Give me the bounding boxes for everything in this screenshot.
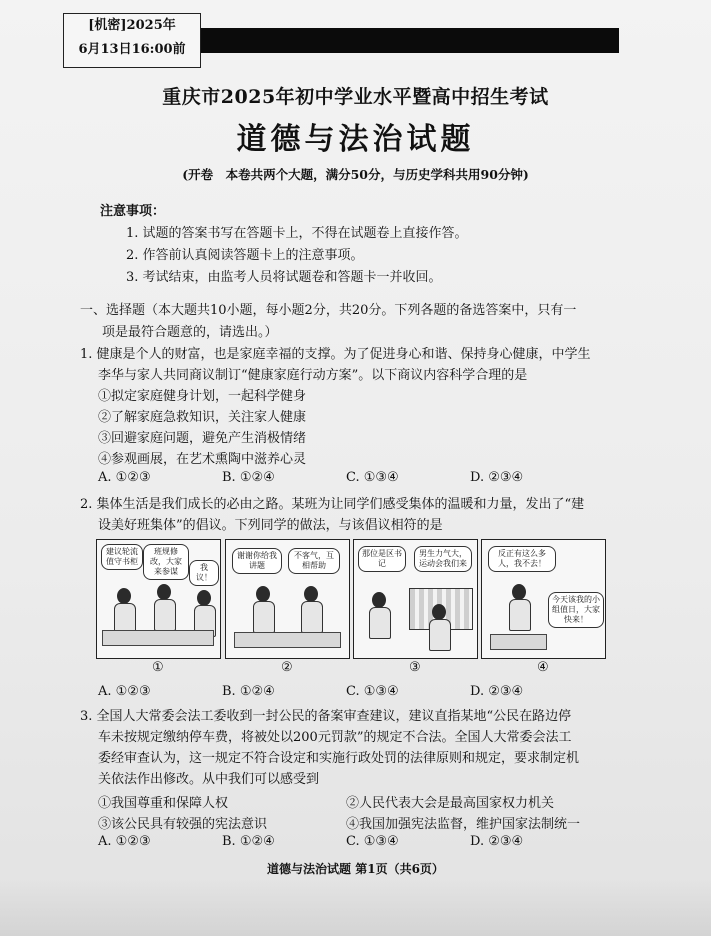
desk-icon — [102, 630, 214, 646]
q1-stem-2: 李华与家人共同商议制订“健康家庭行动方案”。以下商议内容科学合理的是 — [98, 368, 528, 383]
student-figure-icon — [304, 586, 318, 602]
page-footer: 道德与法治试题 第1页（共6页） — [267, 862, 444, 876]
q2-choice-d[interactable]: D. ②③④ — [470, 684, 524, 699]
desk-icon — [234, 632, 341, 648]
q2-choice-c[interactable]: C. ①③④ — [346, 684, 399, 699]
comic-row — [96, 539, 608, 657]
student-figure-icon — [429, 619, 451, 651]
panel2-bubble-1: 谢谢你给我讲题 — [232, 548, 282, 574]
notice-item-3: 3. 考试结束，由监考人员将试题卷和答题卡一并收回。 — [126, 270, 442, 285]
secret-line-1: [机密]2025年 — [88, 18, 176, 33]
panel3-bubble-1: 那位是区书记 — [358, 546, 406, 572]
panel-number-1: ① — [152, 660, 164, 675]
desk-icon — [490, 634, 547, 650]
comic-panel-1 — [96, 539, 221, 659]
panel3-bubble-2: 男生力气大，运动会我们来 — [414, 546, 472, 572]
student-figure-icon — [253, 601, 275, 633]
student-figure-icon — [197, 590, 211, 606]
section-line-1: 一、选择题（本大题共10小题，每小题2分，共20分。下列各题的备选答案中，只有一 — [80, 303, 577, 318]
q3-item-3: ③该公民具有较强的宪法意识 — [98, 817, 268, 832]
q3-choice-a[interactable]: A. ①②③ — [98, 834, 151, 849]
q1-item-1: ①拟定家庭健身计划，一起科学健身 — [98, 389, 307, 404]
student-figure-icon — [512, 584, 526, 600]
panel1-bubble-3: 我议！ — [189, 560, 219, 586]
panel4-bubble-1: 反正有这么多人，我不去！ — [488, 546, 556, 572]
q1-item-4: ④参观画展，在艺术熏陶中滋养心灵 — [98, 452, 307, 467]
q1-stem-1: 1. 健康是个人的财富，也是家庭幸福的支撑。为了促进身心和谐、保持身心健康，中学生 — [80, 347, 591, 362]
panel-number-4: ④ — [537, 660, 549, 675]
student-figure-icon — [256, 586, 270, 602]
notice-title: 注意事项： — [100, 204, 166, 219]
secret-label-box — [63, 13, 201, 68]
question-3 — [80, 706, 625, 790]
comic-panel-4 — [481, 539, 606, 659]
q1-item-2: ②了解家庭急救知识，关注家人健康 — [98, 410, 307, 425]
notice-item-1: 1. 试题的答案书写在答题卡上，不得在试题卷上直接作答。 — [126, 226, 468, 241]
subject-title: 道德与法治试题 — [236, 122, 475, 157]
panel2-bubble-2: 不客气，互相帮助 — [288, 548, 340, 574]
student-figure-icon — [509, 599, 531, 631]
q1-choice-c[interactable]: C. ①③④ — [346, 470, 399, 485]
student-figure-icon — [301, 601, 323, 633]
q3-stem-3: 委经审查认为，这一规定不符合设定和实施行政处罚的法律原则和规定，要求制定机 — [98, 751, 580, 766]
q3-choice-b[interactable]: B. ①②④ — [222, 834, 275, 849]
q3-item-1: ①我国尊重和保障人权 — [98, 796, 229, 811]
page-bottom-shadow — [0, 880, 711, 936]
student-figure-icon — [154, 599, 176, 631]
student-figure-icon — [117, 588, 131, 604]
comic-panel-2 — [225, 539, 350, 659]
panel-number-2: ② — [281, 660, 293, 675]
q1-item-3: ③回避家庭问题，避免产生消极情绪 — [98, 431, 307, 446]
notice-item-2: 2. 作答前认真阅读答题卡上的注意事项。 — [126, 248, 364, 263]
section-one-heading — [80, 300, 620, 344]
q2-stem-2: 设美好班集体”的倡议。下列同学的做法，与该倡议相符的是 — [98, 518, 443, 533]
question-2 — [80, 494, 625, 536]
q2-stem-1: 2. 集体生活是我们成长的必由之路。某班为让同学们感受集体的温暖和力量，发出了“建 — [80, 497, 585, 512]
q3-stem-4: 关依法作出修改。从中我们可以感受到 — [98, 772, 320, 787]
q1-choice-a[interactable]: A. ①②③ — [98, 470, 151, 485]
q3-stem-2: 车未按规定缴纳停车费，将被处以200元罚款”的规定不合法。全国人大常委会法工 — [98, 730, 572, 745]
q2-choice-b[interactable]: B. ①②④ — [222, 684, 275, 699]
q1-choice-b[interactable]: B. ①②④ — [222, 470, 275, 485]
panel4-bubble-2: 今天该我的小组值日，大家快来！ — [548, 592, 604, 628]
q3-item-2: ②人民代表大会是最高国家权力机关 — [346, 796, 555, 811]
panel-number-3: ③ — [409, 660, 421, 675]
student-figure-icon — [369, 607, 391, 639]
q3-choice-d[interactable]: D. ②③④ — [470, 834, 524, 849]
section-line-2: 项是最符合题意的，请选出。） — [102, 325, 278, 340]
q2-choice-a[interactable]: A. ①②③ — [98, 684, 151, 699]
exam-title: 重庆市2025年初中学业水平暨高中招生考试 — [162, 86, 549, 108]
question-1 — [80, 344, 625, 470]
student-figure-icon — [432, 604, 446, 620]
q3-item-4: ④我国加强宪法监督，维护国家法制统一 — [346, 817, 581, 832]
q3-choice-c[interactable]: C. ①③④ — [346, 834, 399, 849]
student-figure-icon — [372, 592, 386, 608]
panel1-bubble-2: 班规修改，大家来参谋 — [143, 544, 189, 580]
comic-panel-3 — [353, 539, 478, 659]
student-figure-icon — [157, 584, 171, 600]
secret-line-2: 6月13日16:00前 — [78, 42, 186, 57]
q1-choice-d[interactable]: D. ②③④ — [470, 470, 524, 485]
panel1-bubble-1: 建议轮流值守书柜 — [101, 544, 143, 570]
exam-info: (开卷 本卷共两个大题，满分50分，与历史学科共用90分钟) — [182, 167, 529, 182]
q3-stem-1: 3. 全国人大常委会法工委收到一封公民的备案审查建议，建议直指某地“公民在路边停 — [80, 709, 572, 724]
